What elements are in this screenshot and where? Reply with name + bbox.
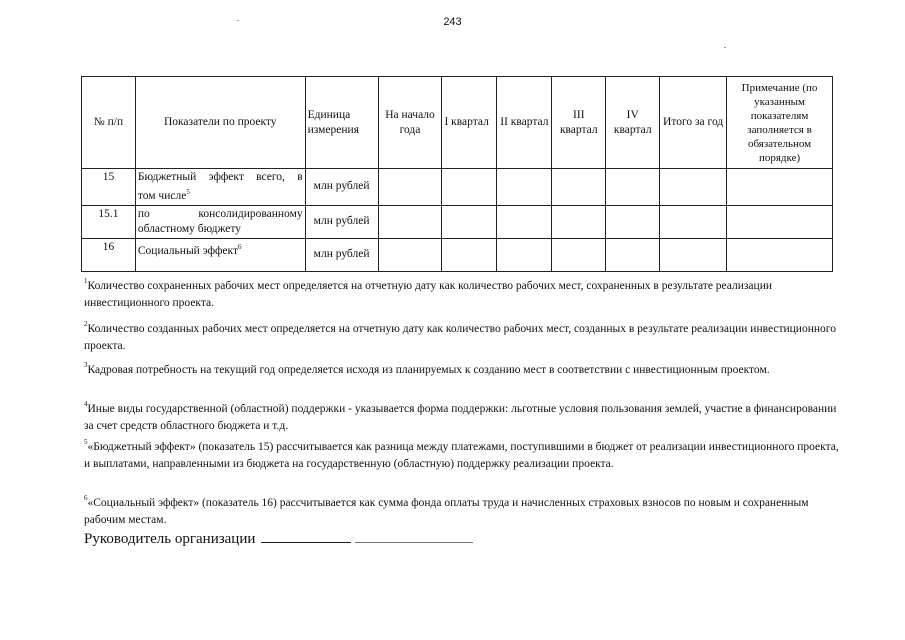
footnote-1: $^1$Количество сохраненных рабочих мест определяется на отчетную дату как количество рабочих мест, сохраненных в результате реализации инвестиционного проекта. <box>84 277 773 309</box>
cell-empty <box>552 205 606 238</box>
cell-empty <box>727 169 833 206</box>
header-q3: III квартал <box>552 77 606 169</box>
indicators-table <box>81 76 833 272</box>
cell-empty <box>378 238 442 271</box>
cell-empty <box>497 205 552 238</box>
cell-empty <box>552 169 606 206</box>
footnote-2: $^2$Количество созданных рабочих мест определяется на отчетную дату как количество рабочих мест, созданных в результате реализации инвестиционного проекта. <box>84 320 836 352</box>
footnote-6: $^6$«Социальный эффект» (показатель 16) рассчитывается как сумма фонда оплаты труда и начисленных страховых взносов по новым и сохраненным рабочим местам. <box>84 494 809 526</box>
cell-empty <box>378 205 442 238</box>
row-unit: млн рублей <box>305 238 378 271</box>
cell-empty <box>497 169 552 206</box>
cell-empty <box>727 238 833 271</box>
header-note: Примечание (по указанным показателям заполняется в обязательном порядке) <box>727 77 833 169</box>
row-indicator: Бюджетный эффект всего, в том числе$^5$ <box>135 169 305 206</box>
page-number: 243 <box>443 16 462 28</box>
cell-empty <box>606 238 660 271</box>
cell-empty <box>660 238 727 271</box>
table-row <box>82 238 833 271</box>
signature-field[interactable] <box>261 530 351 543</box>
header-total: Итого за год <box>660 77 727 169</box>
header-indicator: Показатели по проекту <box>135 77 305 169</box>
signature-label: Руководитель организации <box>84 531 256 547</box>
signature-line <box>84 530 473 548</box>
cell-empty <box>606 205 660 238</box>
signature-field-extension <box>355 530 473 543</box>
cell-empty <box>606 169 660 206</box>
footnote-3: $^3$Кадровая потребность на текущий год определяется исходя из планируемых к созданию мест в соответствии с инвестиционным проектом. <box>84 361 770 376</box>
row-unit: млн рублей <box>305 169 378 206</box>
row-num: 15 <box>82 169 136 206</box>
row-num: 15.1 <box>82 205 136 238</box>
row-unit: млн рублей <box>305 205 378 238</box>
table-row <box>82 205 833 238</box>
header-q2: II квартал <box>497 77 552 169</box>
header-num: № п/п <box>82 77 136 169</box>
header-q1: I квартал <box>442 77 497 169</box>
cell-empty <box>660 205 727 238</box>
header-unit: Единица измерения <box>305 77 378 169</box>
scan-speck <box>724 47 726 48</box>
cell-empty <box>442 205 497 238</box>
header-start: На начало года <box>378 77 442 169</box>
cell-empty <box>660 169 727 206</box>
cell-empty <box>442 238 497 271</box>
row-num: 16 <box>82 238 136 271</box>
cell-empty <box>442 169 497 206</box>
scan-speck <box>237 20 239 21</box>
cell-empty <box>378 169 442 206</box>
table-header-row <box>82 77 833 169</box>
cell-empty <box>552 238 606 271</box>
row-indicator: Социальный эффект$^6$ <box>135 238 305 271</box>
header-q4: IV квартал <box>606 77 660 169</box>
footnote-5: $^5$«Бюджетный эффект» (показатель 15) рассчитывается как разница между платежами, поступившими в бюджет от реализации инвестиционного проекта, и выплатами, направленными из бюджета на государственную (областную) поддержку реализации проекта. <box>84 438 839 470</box>
table-row <box>82 169 833 206</box>
cell-empty <box>727 205 833 238</box>
footnote-4: $^4$Иные виды государственной (областной) поддержки - указывается форма поддержки: льготные условия пользования землей, участие в финансировании за счет средств областного бюджета и т.д. <box>84 400 837 432</box>
row-indicator: по консолидированному областному бюджету <box>135 205 305 238</box>
cell-empty <box>497 238 552 271</box>
